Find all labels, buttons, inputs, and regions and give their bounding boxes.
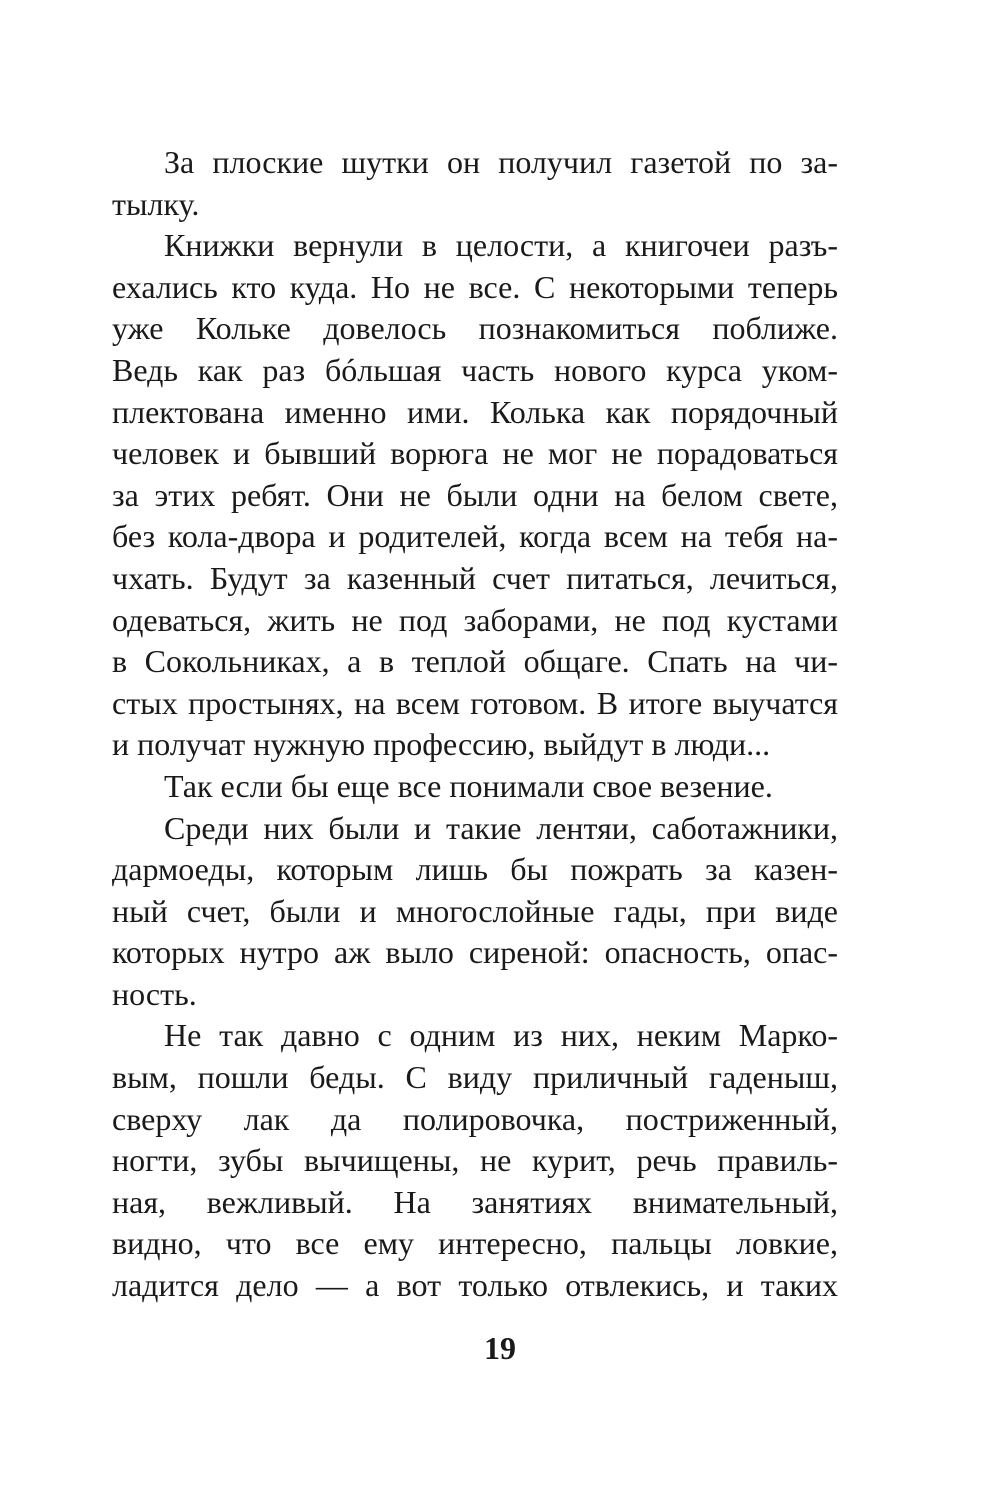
text-line: человек и бывший ворюга не мог не порадоваться	[112, 435, 838, 472]
text-line: ногти, зубы вычищены, не курит, речь правиль-	[112, 1142, 838, 1179]
text-line: сверху лак да полировочка, постриженный,	[112, 1100, 838, 1137]
text-line: Ведь как раз бóльшая часть нового курса уком-	[112, 351, 838, 388]
text-line: которых нутро аж выло сиреной: опасность, опас-	[112, 934, 838, 971]
text-line: вым, пошли беды. С виду приличный гаденыш,	[112, 1059, 838, 1096]
text-line: уже Кольке довелось познакомиться поближе.	[112, 310, 838, 347]
text-line: ность.	[112, 975, 197, 1012]
text-line: Так если бы еще все понимали свое везение.	[164, 767, 773, 804]
text-line: Среди них были и такие лентяи, саботажники,	[164, 809, 838, 846]
page-number: 19	[484, 1330, 516, 1366]
text-line: одеваться, жить не под заборами, не под кустами	[112, 601, 838, 638]
text-line: За плоские шутки он получил газетой по за-	[164, 144, 838, 180]
text-line: ладится дело — а вот только отвлекись, и таких	[112, 1267, 838, 1304]
text-line: видно, что все ему интересно, пальцы ловкие,	[112, 1225, 838, 1262]
text-line: тылку.	[112, 185, 200, 222]
text-line: ный счет, были и многослойные гады, при виде	[112, 892, 838, 929]
text-line: дармоеды, которым лишь бы пожрать за казен-	[112, 851, 838, 888]
text-line: за этих ребят. Они не были одни на белом свете,	[112, 476, 838, 513]
text-line: стых простынях, на всем готовом. В итоге выучатся	[112, 684, 838, 721]
text-line: Книжки вернули в целости, а книгочеи разъ-	[164, 227, 838, 264]
text-line: без кола-двора и родителей, когда всем на тебя на-	[112, 518, 838, 555]
text-line: чхать. Будут за казенный счет питаться, лечиться,	[112, 559, 838, 596]
text-line: ная, вежливый. На занятиях внимательный,	[112, 1183, 838, 1220]
text-line: в Сокольниках, а в теплой общаге. Спать на чи-	[112, 643, 838, 680]
page-body-text	[112, 142, 838, 1307]
text-line: Не так давно с одним из них, неким Марко-	[164, 1017, 838, 1054]
text-line: плектована именно ими. Колька как порядочный	[112, 393, 838, 430]
text-line: и получат нужную профессию, выйдут в люди...	[112, 726, 771, 763]
text-line: ехались кто куда. Но не все. С некоторыми теперь	[112, 268, 838, 305]
